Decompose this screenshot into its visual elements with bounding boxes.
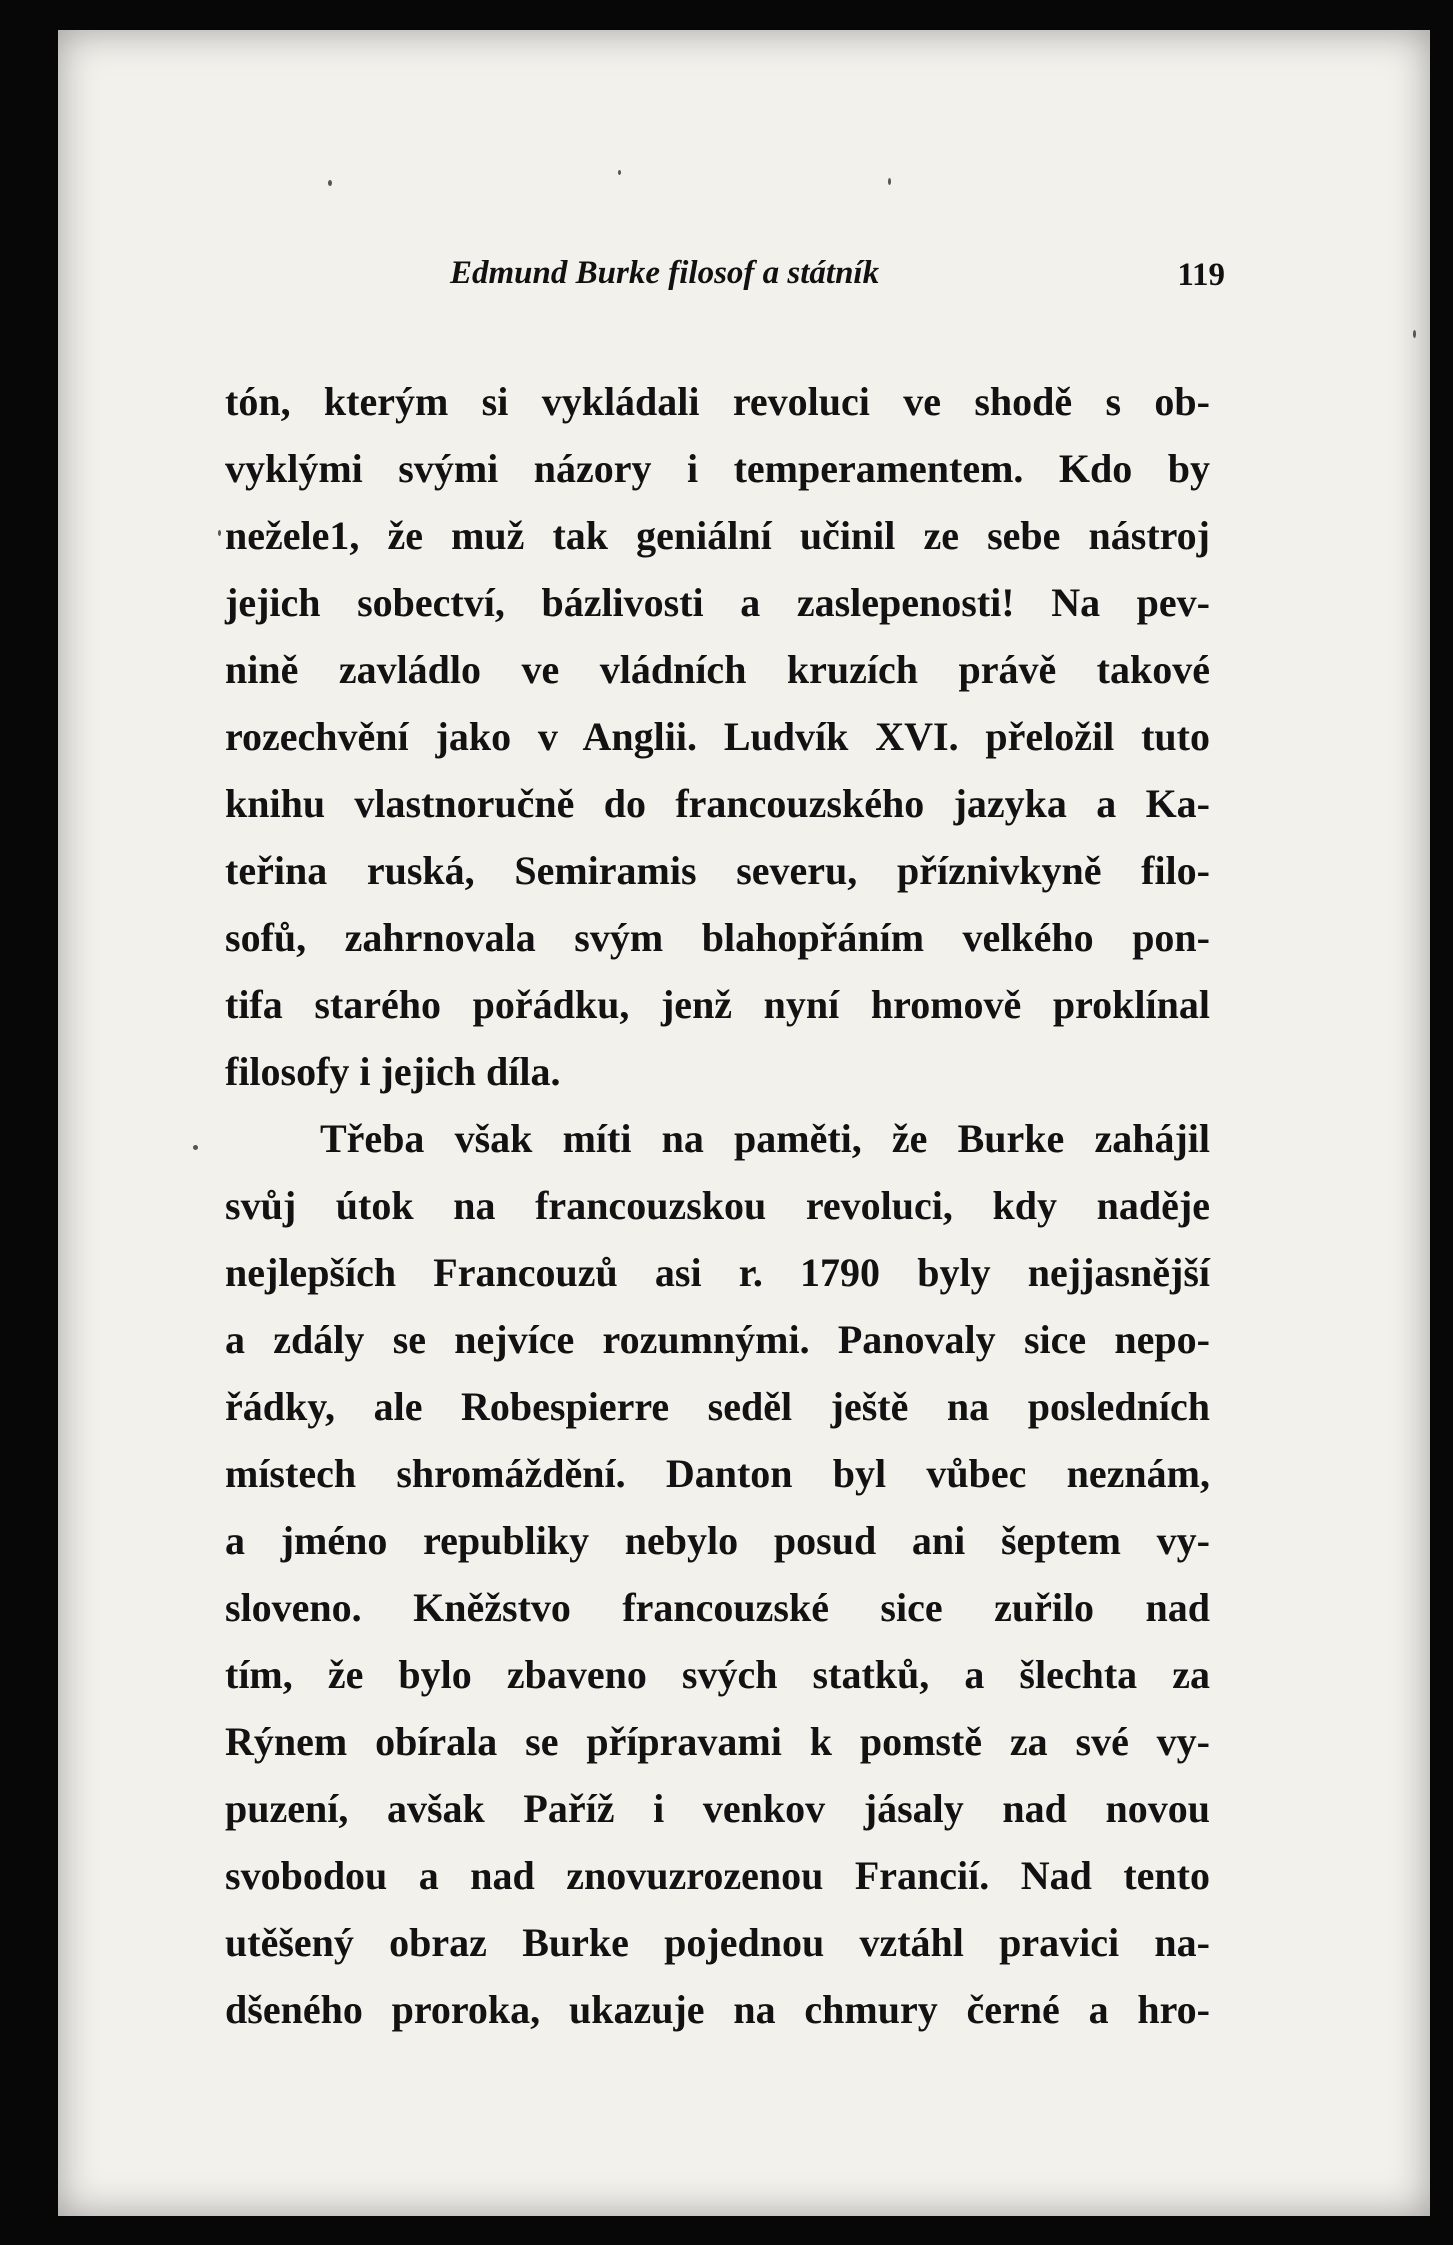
running-title: Edmund Burke filosof a státník xyxy=(450,255,880,291)
text-line: puzení, avšak Paříž i venkov jásaly nad novou xyxy=(225,1786,1210,1831)
text-line: tón, kterým si vykládali revoluci ve shodě s ob- xyxy=(225,379,1210,424)
text-line: jejich sobectví, bázlivosti a zaslepenosti! Na pev- xyxy=(225,580,1210,625)
text-line: teřina ruská, Semiramis severu, příznivkyně filo- xyxy=(225,848,1210,893)
text-line: řádky, ale Robespierre seděl ještě na posledních xyxy=(225,1384,1210,1429)
text-line: sloveno. Kněžstvo francouzské sice zuřilo nad xyxy=(225,1585,1210,1630)
text-line: sofů, zahrnovala svým blahopřáním velkého pon- xyxy=(225,915,1210,960)
text-line: dšeného proroka, ukazuje na chmury černé a hro- xyxy=(225,1987,1210,2032)
paragraph-first-line: Třeba však míti na paměti, že Burke zahájil xyxy=(320,1116,1210,1161)
text-line: a zdály se nejvíce rozumnými. Panovaly sice nepo- xyxy=(225,1317,1210,1362)
text-line: knihu vlastnoručně do francouzského jazyka a Ka- xyxy=(225,781,1210,826)
text-line: rozechvění jako v Anglii. Ludvík XVI. přeložil tuto xyxy=(225,714,1210,759)
page-header xyxy=(395,255,1231,315)
text-line: tifa starého pořádku, jenž nyní hromově proklínal xyxy=(225,982,1210,1027)
text-line: vyklými svými názory i temperamentem. Kdo by xyxy=(225,446,1210,491)
body-text xyxy=(225,368,1210,2043)
text-line: nině zavládlo ve vládních kruzích právě takové xyxy=(225,647,1210,692)
text-line: Rýnem obírala se přípravami k pomstě za své vy- xyxy=(225,1719,1210,1764)
text-line: nejlepších Francouzů asi r. 1790 byly nejjasnější xyxy=(225,1250,1210,1295)
text-line: místech shromáždění. Danton byl vůbec neznám, xyxy=(225,1451,1210,1496)
text-line: tím, že bylo zbaveno svých statků, a šlechta za xyxy=(225,1652,1210,1697)
page-number: 119 xyxy=(1177,257,1225,293)
text-line: svobodou a nad znovuzrozenou Francií. Nad tento xyxy=(225,1853,1210,1898)
text-line: utěšený obraz Burke pojednou vztáhl pravici na- xyxy=(225,1920,1210,1965)
text-line: a jméno republiky nebylo posud ani šeptem vy- xyxy=(225,1518,1210,1563)
text-line: nežele1, že muž tak geniální učinil ze sebe nástroj xyxy=(225,513,1210,558)
text-line: filosofy i jejich díla. xyxy=(225,1049,561,1094)
text-line: svůj útok na francouzskou revoluci, kdy naděje xyxy=(225,1183,1210,1228)
